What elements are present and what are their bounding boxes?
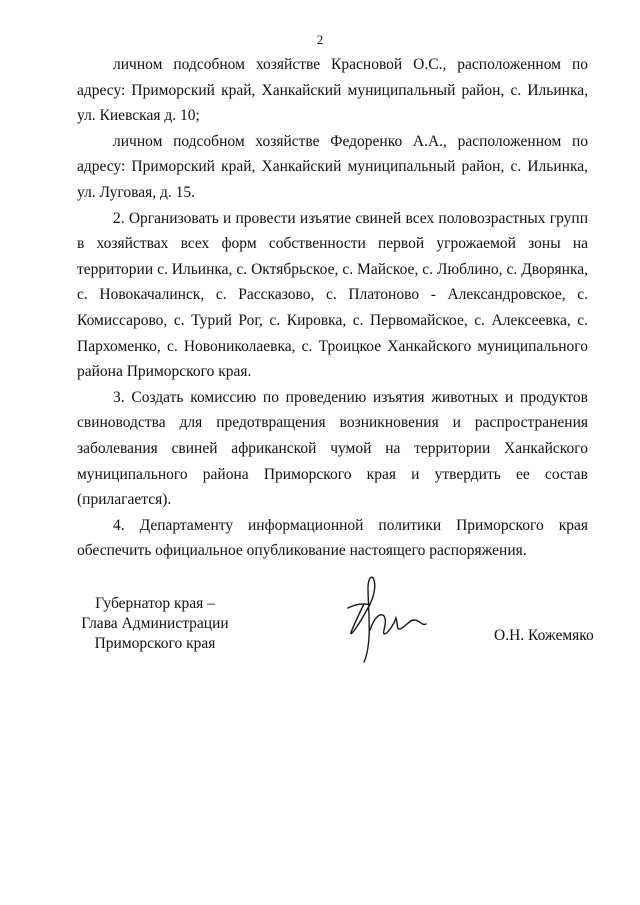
position-line: Глава Администрации — [81, 615, 229, 632]
paragraph: личном подсобном хозяйстве Красновой О.С., расположенном по адресу: Приморский край, Ханкайский муниципальный район, с. Ильинка, ул. Киевская д. 10; — [77, 56, 588, 125]
paragraph: личном подсобном хозяйстве Федоренко А.А., расположенном по адресу: Приморский край, Ханкайский муниципальный район, с. Ильинка, ул. Луговая, д. 15. — [77, 132, 588, 201]
position-line: Приморского края — [94, 635, 216, 652]
handwritten-signature — [334, 568, 434, 663]
paragraph: 3. Создать комиссию по проведению изъятия животных и продуктов свиноводства для предотвращения возникновения и распространения заболевания свиней африканской чумой на территории Ханкайского муниципального района Приморского края и утвердить ее состав (прилагается). — [77, 388, 588, 509]
position-line: Губернатор края – — [95, 595, 215, 612]
paragraph: 2. Организовать и провести изъятие свиней всех половозрастных групп в хозяйствах всех форм собственности первой угрожаемой зоны на территории с. Ильинка, с. Октябрьское, с. Майское, с. Люблино, с. Дворянка, с. Новокачалинск, с. Рассказово, с. Платоново - Александровское, с. Комиссарово, с. Турий Рог, с. Кировка, с. Первомайское, с. Алексеевка, с. Пархоменко, с. Новониколаевка, с. Троицкое Ханкайского муниципального района Приморского края. — [77, 209, 588, 381]
page-number: 2 — [316, 32, 324, 47]
document-body — [77, 52, 588, 564]
paragraph: 4. Департаменту информационной политики Приморского края обеспечить официальное опубликование настоящего распоряжения. — [77, 516, 588, 560]
signatory-name: О.Н. Кожемяко — [494, 627, 594, 644]
signatory-position — [80, 594, 230, 654]
